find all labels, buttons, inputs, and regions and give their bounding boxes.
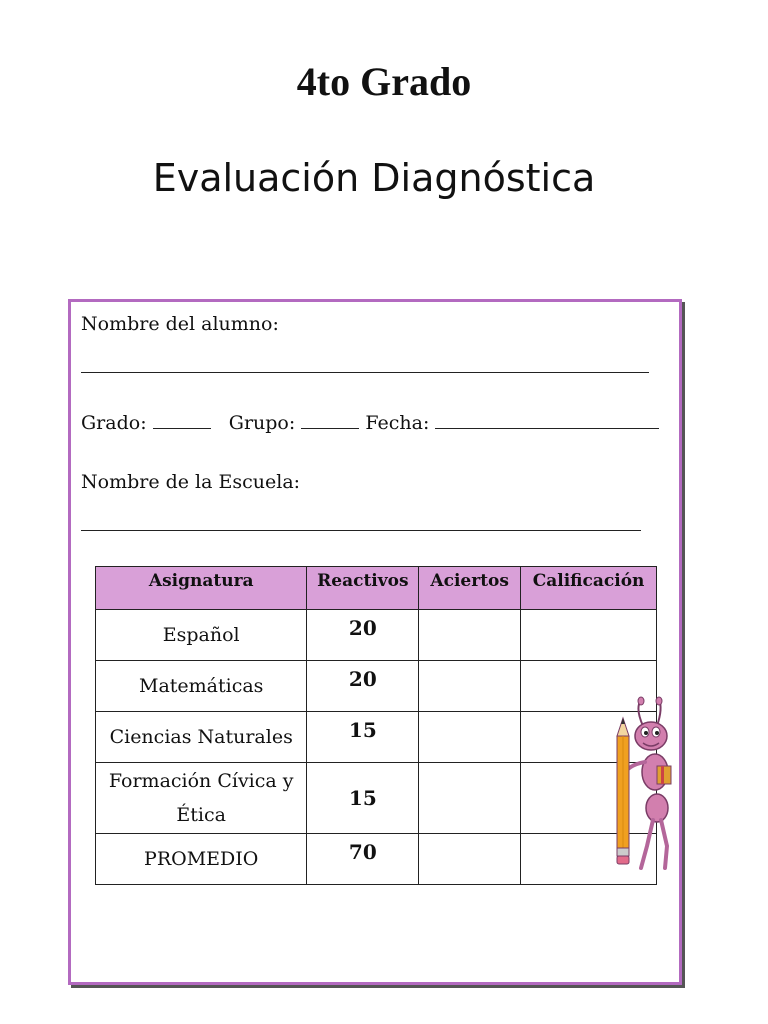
- subject-cell: Formación Cívica y Ética: [96, 763, 307, 834]
- subject-cell: Matemáticas: [96, 661, 307, 712]
- reactivos-cell: 20: [307, 610, 419, 661]
- grado-field[interactable]: [153, 410, 211, 429]
- subject-cell: Español: [96, 610, 307, 661]
- page-title: 4to Grado: [296, 59, 472, 104]
- table-row: [96, 610, 657, 661]
- header-calificacion: Calificación: [521, 567, 657, 610]
- subject-cell: Ciencias Naturales: [96, 712, 307, 763]
- aciertos-cell[interactable]: [419, 610, 521, 661]
- header-reactivos: Reactivos: [307, 567, 419, 610]
- table-row: [96, 712, 657, 763]
- ant-holding-pencil-icon: [611, 696, 691, 876]
- table-row: [96, 763, 657, 834]
- fecha-label: Fecha:: [365, 412, 430, 434]
- school-name-label: Nombre de la Escuela:: [81, 471, 301, 493]
- grupo-label: Grupo:: [228, 412, 296, 434]
- school-name-line[interactable]: [81, 530, 641, 531]
- grupo-field[interactable]: [301, 410, 359, 429]
- aciertos-cell[interactable]: [419, 661, 521, 712]
- student-name-line[interactable]: [81, 372, 649, 373]
- reactivos-cell: 70: [307, 834, 419, 885]
- header-asignatura: Asignatura: [96, 567, 307, 610]
- table-header-row: [96, 567, 657, 610]
- grado-grupo-fecha-row: [81, 410, 659, 435]
- reactivos-cell: 15: [307, 763, 419, 834]
- table-row: [96, 661, 657, 712]
- aciertos-cell[interactable]: [419, 834, 521, 885]
- student-info-frame: [68, 299, 682, 985]
- header-aciertos: Aciertos: [419, 567, 521, 610]
- aciertos-cell[interactable]: [419, 712, 521, 763]
- reactivos-cell: 15: [307, 712, 419, 763]
- table-row: [96, 834, 657, 885]
- page-subtitle: Evaluación Diagnóstica: [152, 156, 596, 200]
- reactivos-cell: 20: [307, 661, 419, 712]
- grades-table: [95, 566, 657, 885]
- fecha-field[interactable]: [435, 410, 659, 429]
- grado-label: Grado:: [81, 412, 147, 434]
- calificacion-cell[interactable]: [521, 610, 657, 661]
- student-name-label: Nombre del alumno:: [81, 313, 279, 335]
- subject-cell: PROMEDIO: [96, 834, 307, 885]
- aciertos-cell[interactable]: [419, 763, 521, 834]
